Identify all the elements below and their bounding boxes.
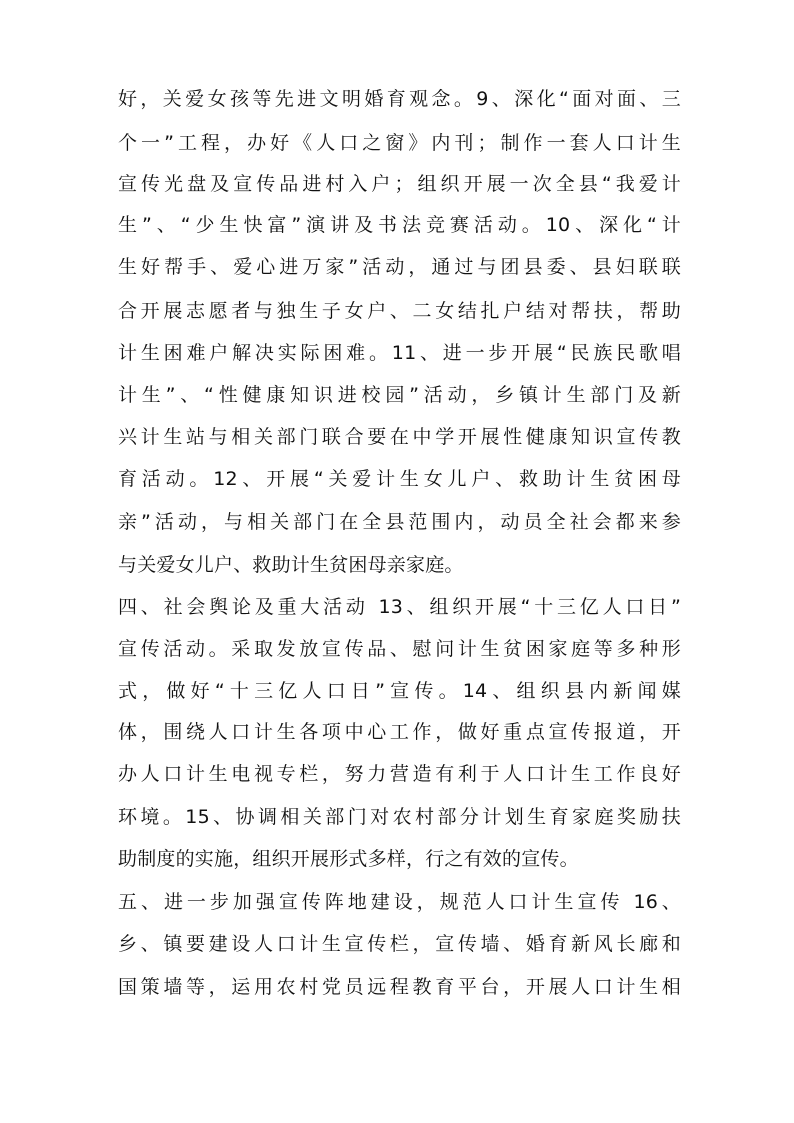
text-line: 宣传活动。采取发放宣传品、慰问计生贫困家庭等多种形 xyxy=(118,638,681,660)
text-line: 生”、“少生快富”演讲及书法竞赛活动。10、深化“计 xyxy=(118,214,681,236)
text-line: 兴计生站与相关部门联合要在中学开展性健康知识宣传教 xyxy=(118,426,681,448)
text-line: 生好帮手、爱心进万家”活动，通过与团县委、县妇联联 xyxy=(118,256,681,278)
text-line: 与关爱女儿户、救助计生贫困母亲家庭。 xyxy=(118,554,464,576)
text-line: 国策墙等，运用农村党员远程教育平台，开展人口计生相 xyxy=(118,976,681,998)
text-line: 育活动。12、开展“关爱计生女儿户、救助计生贫困母 xyxy=(118,468,681,490)
text-line: 宣传光盘及宣传品进村入户；组织开展一次全县“我爱计 xyxy=(118,173,681,195)
text-line: 亲”活动，与相关部门在全县范围内，动员全社会都来参 xyxy=(118,511,681,533)
text-line: 办人口计生电视专栏，努力营造有利于人口计生工作良好 xyxy=(118,763,681,785)
text-line: 助制度的实施，组织开展形式多样，行之有效的宣传。 xyxy=(118,848,579,870)
text-line: 式，做好“十三亿人口日”宣传。14、组织县内新闻媒 xyxy=(118,680,681,702)
text-line: 计生”、“性健康知识进校园”活动，乡镇计生部门及新 xyxy=(118,384,681,406)
text-line: 个一”工程，办好《人口之窗》内刊；制作一套人口计生 xyxy=(118,132,681,154)
text-line: 四、社会舆论及重大活动 13、组织开展“十三亿人口日” xyxy=(118,596,681,618)
text-line: 五、进一步加强宣传阵地建设，规范人口计生宣传 16、 xyxy=(118,891,681,913)
text-line: 环境。15、协调相关部门对农村部分计划生育家庭奖励扶 xyxy=(118,806,681,828)
text-line: 好，关爱女孩等先进文明婚育观念。9、深化“面对面、三 xyxy=(118,88,681,110)
text-line: 计生困难户解决实际困难。11、进一步开展“民族民歌唱 xyxy=(118,342,681,364)
text-line: 体，围绕人口计生各项中心工作，做好重点宣传报道，开 xyxy=(118,721,681,743)
text-line: 乡、镇要建设人口计生宣传栏，宣传墙、婚育新风长廊和 xyxy=(118,933,681,955)
text-line: 合开展志愿者与独生子女户、二女结扎户结对帮扶，帮助 xyxy=(118,300,681,322)
